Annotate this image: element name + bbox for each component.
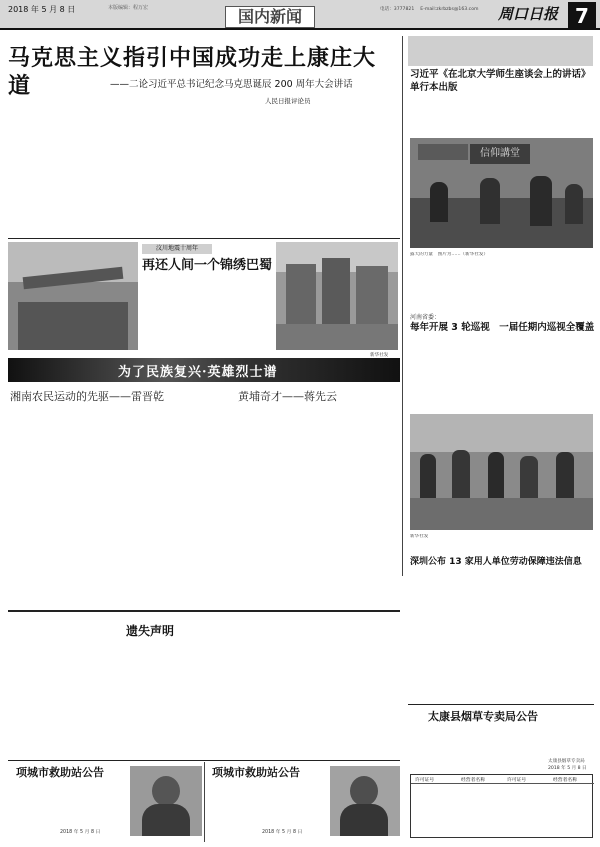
- henan-text-2: [502, 336, 592, 412]
- hero2-text-col-2: [324, 406, 398, 606]
- hero1-text-col-1: [8, 406, 84, 606]
- notice-list-col-3: [200, 616, 296, 754]
- notice-list-col-1: [8, 616, 98, 754]
- rescue-right-date: 2018 年 5 月 8 日: [262, 830, 303, 835]
- shenzhen-headline: 深圳公布 13 家用人单位劳动保障违法信息: [410, 557, 582, 567]
- tobacco-issuer: 太康县烟草专卖局: [548, 759, 585, 764]
- license-col-header: 经营者名称: [553, 778, 577, 783]
- sichuan-text: [142, 276, 272, 350]
- rescue-left-date: 2018 年 5 月 8 日: [60, 830, 101, 835]
- gathering-photo: [410, 414, 593, 530]
- license-table: [410, 774, 593, 838]
- book-photo-caption: 露天的力量 图片为……（新华社发）: [410, 252, 489, 257]
- license-rows-right: [505, 786, 593, 836]
- notice-list-col-4: [302, 616, 398, 754]
- rescue-left-photo: [130, 766, 202, 836]
- hero2-headline: 黄埔奇才——蒋先云: [238, 390, 337, 403]
- book-text-1: [410, 100, 498, 134]
- column-divider: [402, 36, 403, 576]
- rescue-right-photo: [330, 766, 400, 836]
- newspaper-logo: 周口日报: [498, 5, 559, 23]
- hero1-text-col-2: [88, 406, 164, 606]
- lead-text-col-4: [244, 106, 319, 232]
- divider: [408, 704, 594, 705]
- tobacco-date: 2018 年 5 月 8 日: [548, 766, 587, 771]
- rescue-right-headline: 项城市救助站公告: [212, 766, 300, 779]
- lead-headline: 马克思主义指引中国成功走上康庄大道: [8, 45, 377, 99]
- section-title: 国内新闻: [225, 6, 315, 28]
- sichuan-photo-right: [276, 242, 398, 350]
- heroes-banner: [8, 358, 400, 382]
- book-headline: 习近平《在北京大学师生座谈会上的讲话》单行本出版: [410, 69, 591, 93]
- hero1-text-col-3: [168, 406, 240, 606]
- sichuan-credit: 新华社发: [370, 353, 389, 358]
- lead-text-col-1: [8, 106, 88, 232]
- page-number: 7: [568, 2, 596, 30]
- rescue-left-headline: 项城市救助站公告: [16, 766, 104, 779]
- notice-list-col-2: [104, 640, 194, 754]
- henan-headline: 每年开展 3 轮巡视 一届任期内巡视全覆盖: [410, 322, 595, 333]
- lead-text-col-3: [176, 106, 240, 232]
- license-col-header: 许可证号: [507, 778, 527, 783]
- book-cover-strip: [408, 36, 593, 66]
- shenzhen-text-1: [410, 572, 498, 698]
- divider: [8, 238, 400, 239]
- lead-byline: 人民日报评论员: [265, 97, 311, 105]
- lead-text-col-2: [92, 106, 172, 232]
- lost-notice-headline: 遗失声明: [126, 624, 175, 638]
- sichuan-tag: 汶川地震十周年: [142, 244, 212, 254]
- banner-text: 为了民族复兴·英雄烈士谱: [118, 365, 278, 380]
- column-divider: [204, 762, 205, 842]
- sichuan-headline: 再还人间一个锦绣巴蜀: [142, 258, 273, 273]
- lead-subtitle: ——二论习近平总书记纪念马克思诞辰 200 周年大会讲话: [110, 79, 353, 90]
- henan-text-1: [410, 336, 498, 412]
- license-table-header: [411, 775, 594, 784]
- tobacco-text: [410, 724, 593, 758]
- lead-text-col-5: [322, 106, 396, 232]
- lecture-photo: [410, 138, 593, 248]
- license-rows-left: [413, 786, 501, 836]
- photo-sign: 信仰講堂: [470, 144, 530, 164]
- license-col-header: 经营者名称: [461, 778, 485, 783]
- rescue-left-text: [8, 780, 128, 826]
- license-col-header: 许可证号: [415, 778, 435, 783]
- hero2-text-col-1: [244, 406, 320, 606]
- hero1-headline: 湘南农民运动的先驱——雷晋乾: [10, 390, 164, 403]
- divider: [8, 610, 400, 612]
- tobacco-headline: 太康县烟草专卖局公告: [428, 710, 538, 723]
- issue-date: 2018 年 5 月 8 日: [8, 5, 76, 14]
- shenzhen-text-2: [502, 572, 592, 698]
- page-header: [0, 0, 600, 36]
- sichuan-photo-left: [8, 242, 138, 350]
- divider: [8, 760, 400, 761]
- contact-line: 电话：3777821 E-mail:zkrbzbs@163.com: [380, 7, 479, 12]
- book-text-2: [502, 100, 592, 134]
- henan-tag: 河南省委：: [410, 314, 441, 321]
- editor-credit: 本版编辑：程万宏: [108, 5, 149, 11]
- rescue-right-text: [208, 780, 328, 826]
- gathering-caption: 新华社发: [410, 534, 429, 539]
